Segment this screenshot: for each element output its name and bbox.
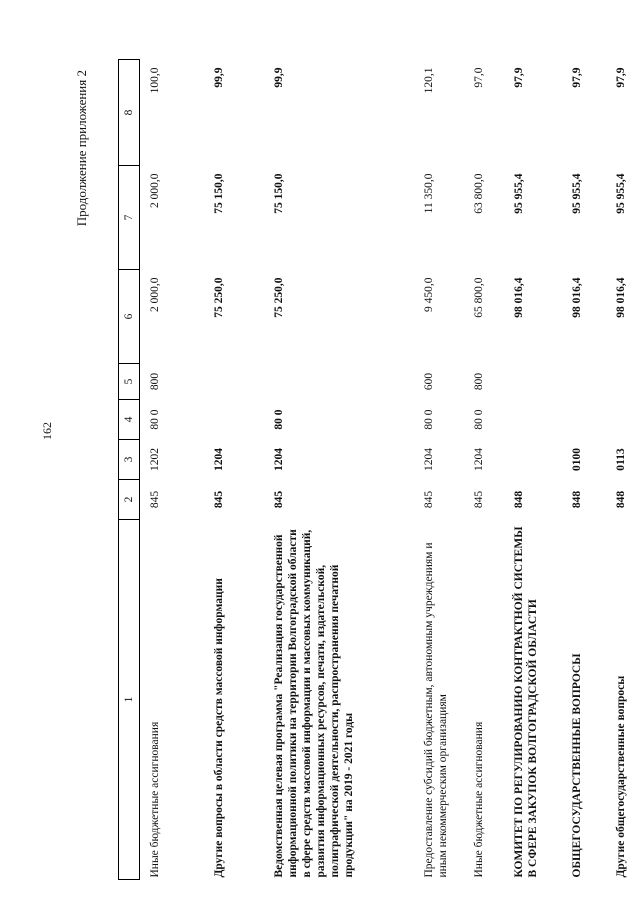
table-row (140, 60, 204, 880)
cell-c5: 800 (472, 372, 485, 391)
row-name: Ведомственная целевая программа "Реализация государственной информационной политики на территории Волгоградской области в сфере средств массовой информации и массовых коммуникаций, развития информационных ресурсов, печати, издательской, полиграфической деятельности, распространения печатной продукции" на 2019 - 2021 годы (272, 529, 355, 878)
table-row (562, 60, 606, 880)
cell-c7: 2 000,0 (149, 173, 161, 208)
cell-c2: 848 (570, 490, 583, 509)
page-number: 162 (40, 422, 54, 440)
cell-c2: 848 (512, 490, 525, 509)
table-row (264, 60, 414, 880)
cell-c6: 9 450,0 (422, 277, 435, 312)
rotated-page (74, 60, 630, 880)
cell-c6: 75 250,0 (212, 277, 225, 318)
cell-c5 (264, 364, 414, 400)
cell-c8: 97,9 (512, 67, 525, 88)
cell-c2: 845 (422, 490, 435, 509)
column-number-row (119, 60, 140, 880)
cell-c3: 1204 (272, 448, 285, 471)
cell-c5 (204, 364, 264, 400)
cell-c6: 98 016,4 (614, 277, 627, 318)
cell-c7: 63 800,0 (472, 173, 485, 214)
column-header: 8 (119, 60, 140, 166)
table-row (204, 60, 264, 880)
cell-c6: 98 016,4 (512, 277, 525, 318)
cell-c8: 100,0 (149, 67, 161, 94)
cell-c4: 80 0 (472, 409, 485, 430)
row-name: Предоставление субсидий бюджетным, автономным учреждениям и иным некоммерческим организациям (422, 542, 449, 878)
cell-c4: 80 0 (422, 409, 435, 430)
row-name: Иные бюджетные ассигнования (149, 721, 161, 878)
cell-c3: 0100 (570, 448, 583, 471)
cell-c6: 75 250,0 (272, 277, 285, 318)
cell-c5: 600 (422, 372, 435, 391)
row-name: Иные бюджетные ассигнования (472, 721, 485, 878)
cell-c8: 99,9 (212, 67, 225, 88)
row-name: КОМИТЕТ ПО РЕГУЛИРОВАНИЮ КОНТРАКТНОЙ СИСТЕМЫ В СФЕРЕ ЗАКУПОК ВОЛГОГРАДСКОЙ ОБЛАСТИ (512, 526, 539, 878)
cell-c7: 11 350,0 (422, 173, 435, 214)
cell-c3: 1204 (212, 448, 225, 471)
cell-c4 (606, 400, 640, 440)
cell-c4: 80 0 (272, 409, 285, 430)
cell-c7: 75 150,0 (212, 173, 225, 214)
cell-c6: 65 800,0 (472, 277, 485, 318)
column-header: 3 (119, 440, 140, 480)
cell-c4 (562, 400, 606, 440)
row-name: ОБЩЕГОСУДАРСТВЕННЫЕ ВОПРОСЫ (570, 653, 583, 878)
cell-c8: 97,9 (614, 67, 627, 88)
cell-c5 (606, 364, 640, 400)
appendix-caption: Продолжение приложения 2 (74, 70, 89, 227)
cell-c3: 1202 (149, 448, 161, 471)
cell-c4: 80 0 (149, 409, 161, 430)
budget-table (118, 59, 640, 880)
cell-c3: 1204 (422, 448, 435, 471)
cell-c8: 97,9 (570, 67, 583, 88)
cell-c6: 98 016,4 (570, 277, 583, 318)
cell-c5 (504, 364, 562, 400)
table-row (464, 60, 504, 880)
cell-c2: 848 (614, 490, 627, 509)
cell-c2: 845 (272, 490, 285, 509)
column-header: 4 (119, 400, 140, 440)
column-header: 6 (119, 270, 140, 364)
cell-c2: 845 (149, 490, 161, 509)
cell-c2: 845 (472, 490, 485, 509)
table-row (606, 60, 640, 880)
column-header: 2 (119, 480, 140, 520)
column-header: 7 (119, 166, 140, 270)
table-row (504, 60, 562, 880)
row-name: Другие общегосударственные вопросы (614, 675, 627, 878)
cell-c7: 95 955,4 (614, 173, 627, 214)
cell-c8: 99,9 (272, 67, 285, 88)
table-row (414, 60, 464, 880)
cell-c5: 800 (149, 372, 161, 391)
cell-c3 (504, 440, 562, 480)
column-header: 1 (119, 520, 140, 880)
cell-c4 (504, 400, 562, 440)
cell-c4 (204, 400, 264, 440)
cell-c2: 845 (212, 490, 225, 509)
cell-c3: 0113 (614, 448, 627, 471)
cell-c7: 95 955,4 (570, 173, 583, 214)
cell-c7: 95 955,4 (512, 173, 525, 214)
cell-c8: 120,1 (422, 67, 435, 94)
cell-c3: 1204 (472, 448, 485, 471)
cell-c5 (562, 364, 606, 400)
cell-c7: 75 150,0 (272, 173, 285, 214)
column-header: 5 (119, 364, 140, 400)
cell-c8: 97,0 (472, 67, 485, 88)
cell-c6: 2 000,0 (149, 277, 161, 312)
row-name: Другие вопросы в области средств массовой информации (212, 578, 225, 878)
